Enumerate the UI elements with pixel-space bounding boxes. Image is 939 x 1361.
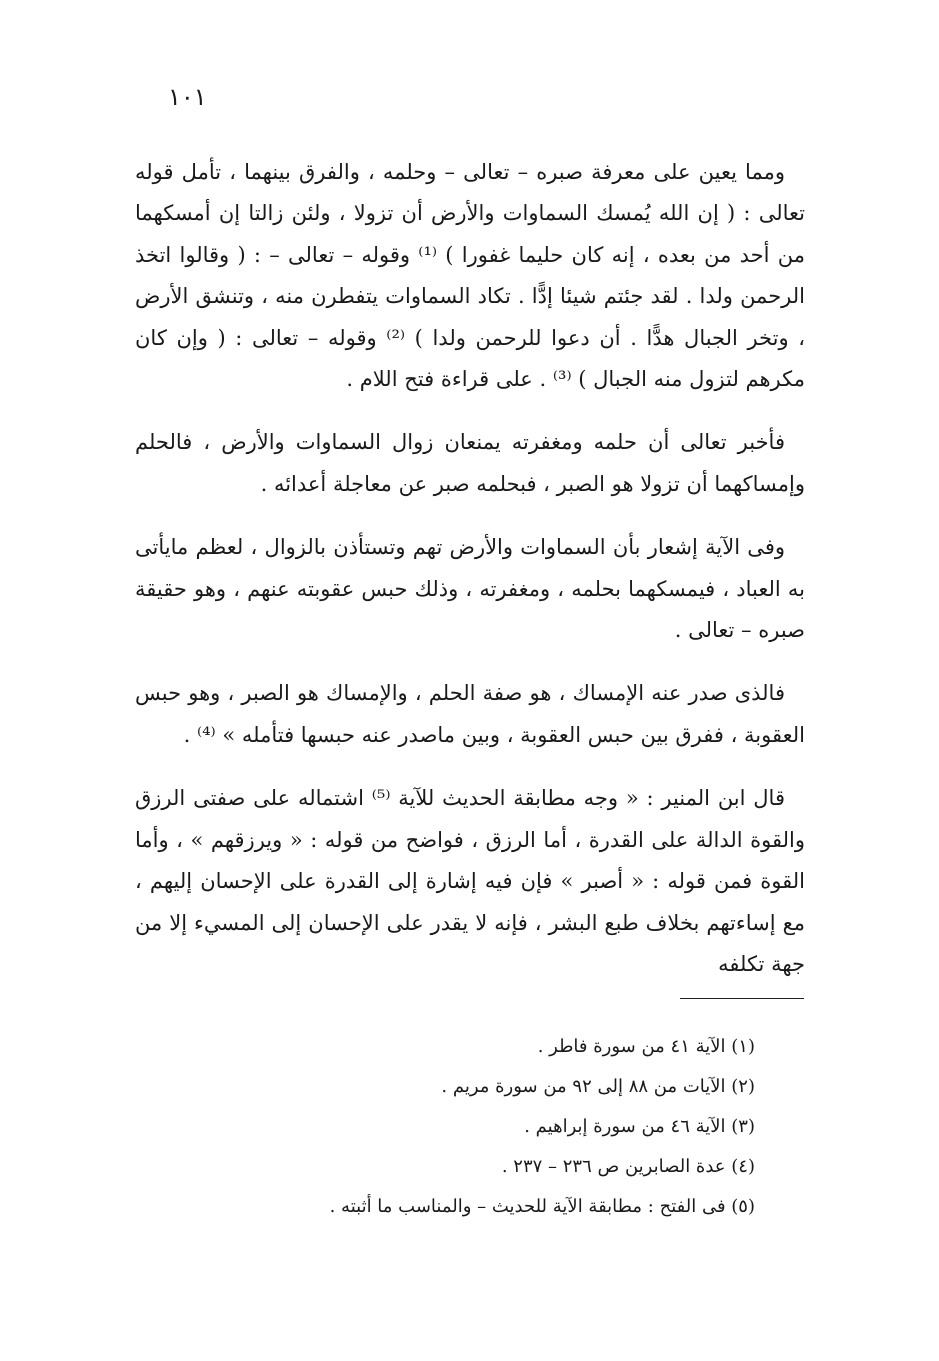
paragraph-4: فالذى صدر عنه الإمساك ، هو صفة الحلم ، والإمساك هو الصبر ، وهو حبس العقوبة ، ففرق بين حبس العقوبة ، وبين ماصدر عنه حبسها فتأمله » ⁽⁴⁾ . — [135, 681, 805, 747]
main-text — [135, 152, 805, 1007]
footnotes-list — [135, 1027, 755, 1227]
paragraph-1: ومما يعين على معرفة صبره – تعالى – وحلمه ، والفرق بينهما ، تأمل قوله تعالى : ( إن الله يُمسك السماوات والأرض أن تزولا ، ولئن زالتا إن أمسكهما من أحد من بعده ، إنه كان حليما غفورا ) ⁽¹⁾ وقوله – تعالى – : ( وقالوا اتخذ الرحمن ولدا . لقد جئتم شيئا إدًّا . تكاد السماوات يتفطرن منه ، وتنشق الأرض ، وتخر الجبال هدًّا . أن دعوا للرحمن ولدا ) ⁽²⁾ وقوله – تعالى : ( وإن كان مكرهم لتزول منه الجبال ) ⁽³⁾ . على قراءة فتح اللام . — [135, 160, 805, 392]
paragraph-3: وفى الآية إشعار بأن السماوات والأرض تهم وتستأذن بالزوال ، لعظم مايأتى به العباد ، فيمسكهما بحلمه ، ومغفرته ، وذلك حبس عقوبته عنهم ، وهو حقيقة صبره – تعالى . — [135, 535, 805, 643]
footnote-4: (٤) عدة الصابرين ص ٢٣٦ – ٢٣٧ . — [501, 1156, 755, 1177]
footnote-3: (٣) الآية ٤٦ من سورة إبراهيم . — [524, 1116, 755, 1137]
footnote-separator — [680, 998, 804, 999]
paragraph-2: فأخبر تعالى أن حلمه ومغفرته يمنعان زوال السماوات والأرض ، فالحلم وإمساكهما أن تزولا هو الصبر ، فبحلمه صبر عن معاجلة أعدائه . — [135, 430, 805, 496]
footnote-1: (١) الآية ٤١ من سورة فاطر . — [537, 1036, 755, 1057]
paragraph-5: قال ابن المنير : « وجه مطابقة الحديث للآية ⁽⁵⁾ اشتماله على صفتى الرزق والقوة الدالة على القدرة ، أما الرزق ، فواضح من قوله : « ويرزقهم » ، وأما القوة فمن قوله : « أصبر » فإن فيه إشارة إلى القدرة على الإحسان إليهم ، مع إساءتهم بخلاف طبع البشر ، فإنه لا يقدر على الإحسان إلى المسيء إلا من جهة تكلفه — [135, 786, 805, 976]
footnote-2: (٢) الآيات من ٨٨ إلى ٩٢ من سورة مريم . — [441, 1076, 755, 1097]
page-number: ١٠١ — [168, 83, 207, 111]
footnote-5: (٥) فى الفتح : مطابقة الآية للحديث – والمناسب ما أثبته . — [329, 1196, 755, 1217]
